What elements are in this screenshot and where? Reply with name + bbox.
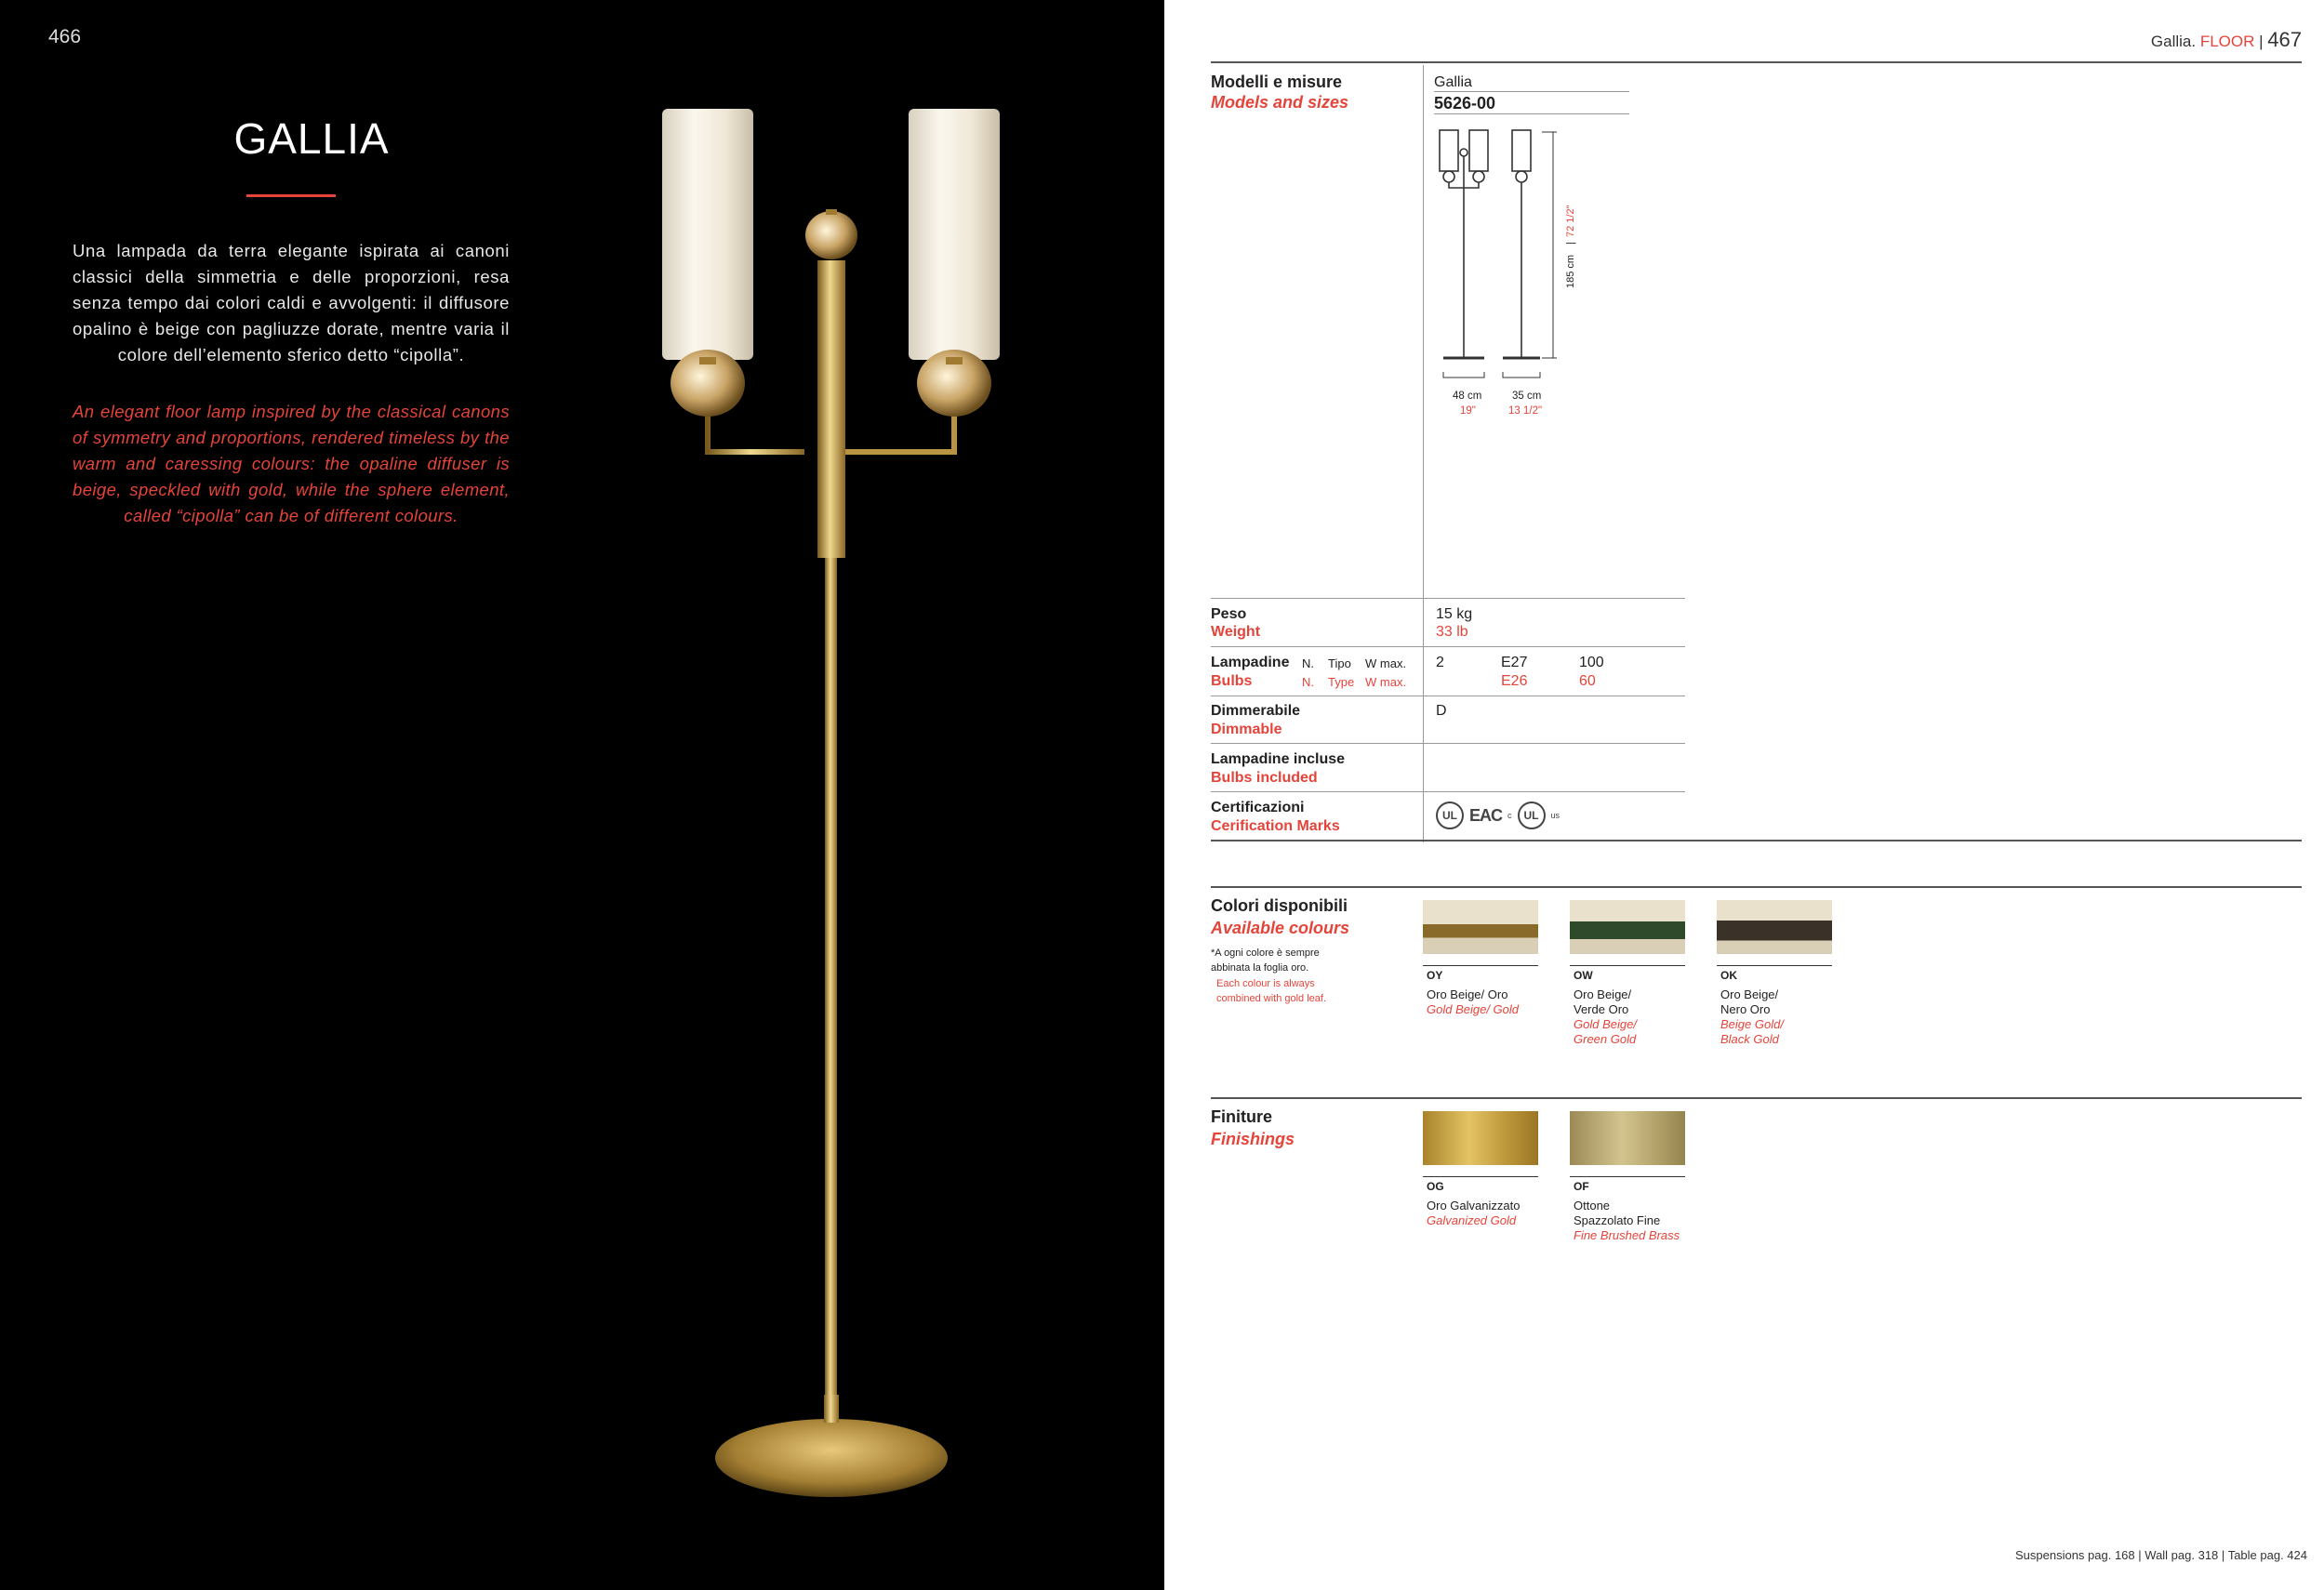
- bulb-type-en: E26: [1501, 673, 1528, 689]
- colour-swatch-oy: [1423, 900, 1538, 954]
- colours-top-rule: [1211, 886, 2302, 888]
- bulb-count: 2: [1436, 655, 1444, 670]
- lamp-photo: [642, 93, 1014, 1506]
- colour-name-it-oy: Oro Beige/ Oro: [1427, 987, 1508, 1001]
- colour-rule-oy: [1423, 965, 1538, 966]
- cert-label-it: Certificazioni: [1211, 800, 1305, 815]
- bulbs-n-it: N.: [1302, 656, 1314, 670]
- model-rule-2: [1434, 113, 1629, 114]
- colour-name-en-1-ow: Gold Beige/: [1574, 1017, 1637, 1031]
- finish-name-it-2-of: Spazzolato Fine: [1574, 1213, 1661, 1227]
- right-page-number: 467: [2267, 28, 2302, 51]
- svg-text:|: |: [1565, 242, 1576, 245]
- cul-us-label: us: [1550, 811, 1560, 820]
- depth-cm: 35 cm: [1512, 391, 1542, 402]
- colour-name-en-2-ok: Black Gold: [1720, 1032, 1779, 1046]
- colour-code-ow: OW: [1574, 969, 1593, 982]
- width-in: 19": [1460, 405, 1476, 417]
- cross-reference-footer: [2015, 1548, 2307, 1562]
- finish-name-en-of: Fine Brushed Brass: [1574, 1228, 1680, 1242]
- header-rule: [1211, 61, 2302, 63]
- width-cm: 48 cm: [1453, 391, 1482, 402]
- footer-sep-2: |: [2221, 1548, 2225, 1562]
- colour-rule-ow: [1570, 965, 1685, 966]
- column-divider: [1423, 65, 1424, 842]
- bulbs-wmax-it: W max.: [1365, 656, 1407, 670]
- colour-name-it-1-ow: Oro Beige/: [1574, 987, 1632, 1001]
- dimmable-label-it: Dimmerabile: [1211, 703, 1301, 719]
- colour-name-it-2-ow: Verde Oro: [1574, 1002, 1629, 1016]
- finish-rule-og: [1423, 1176, 1538, 1177]
- colour-swatch-ok: [1717, 900, 1832, 954]
- spec-rule-3: [1211, 743, 1685, 744]
- spec-rule-4: [1211, 791, 1685, 792]
- spec-rule-0: [1211, 598, 1685, 599]
- category-name: FLOOR: [2199, 33, 2255, 50]
- colours-note-en: Each colour is always combined with gold leaf.: [1216, 978, 1327, 1004]
- model-name: Gallia: [1434, 74, 1472, 90]
- description-english: An elegant floor lamp inspired by the classical canons of symmetry and proportions, rendered timeless by the warm and caressing colours: the opaline diffuser is beige, speckled with gold, while the sphere element, called “cipolla” can be of different colours.: [73, 402, 510, 525]
- finish-code-og: OG: [1427, 1180, 1444, 1193]
- depth-in: 13 1/2": [1508, 405, 1543, 417]
- bulbs-label-en: Bulbs: [1211, 673, 1253, 689]
- left-page-number: 466: [48, 26, 82, 47]
- finish-name-it-1-of: Ottone: [1574, 1199, 1611, 1212]
- colour-swatch-ow: [1570, 900, 1685, 954]
- bulbs-label-it: Lampadine: [1211, 655, 1290, 670]
- cul-mark-icon: UL: [1518, 802, 1546, 829]
- model-rule-1: [1434, 91, 1629, 92]
- colour-code-ok: OK: [1720, 969, 1737, 982]
- colour-code-oy: OY: [1427, 969, 1443, 982]
- models-label-it: Modelli e misure: [1211, 73, 1343, 91]
- finish-code-of: OF: [1574, 1180, 1589, 1193]
- technical-drawing: [1434, 121, 1620, 391]
- colours-label-it: Colori disponibili: [1211, 896, 1348, 915]
- finish-swatch-og: [1423, 1111, 1538, 1165]
- height-in: 72 1/2": [1565, 205, 1576, 237]
- bulbs-type-it: Tipo: [1328, 656, 1351, 670]
- footer-wall: Wall pag. 318: [2145, 1548, 2219, 1562]
- dimmable-label-en: Dimmable: [1211, 722, 1282, 737]
- finish-name-it-og: Oro Galvanizzato: [1427, 1199, 1521, 1212]
- title-underline: [246, 194, 336, 197]
- finish-swatch-of: [1570, 1111, 1685, 1165]
- finish-rule-of: [1570, 1176, 1685, 1177]
- right-page: [1164, 0, 2324, 1590]
- bulb-watt-en: 60: [1579, 673, 1596, 689]
- spec-rule-1: [1211, 646, 1685, 647]
- colour-name-it-2-ok: Nero Oro: [1720, 1002, 1771, 1016]
- bulbs-n-en: N.: [1302, 675, 1314, 689]
- finishes-label-it: Finiture: [1211, 1107, 1272, 1126]
- bulbs-wmax-en: W max.: [1365, 675, 1407, 689]
- cul-c-label: c: [1507, 811, 1512, 820]
- weight-lb: 33 lb: [1436, 624, 1468, 640]
- specs-bottom-rule: [1211, 840, 2302, 841]
- bulb-watt-it: 100: [1579, 655, 1604, 670]
- height-cm: 185 cm: [1565, 254, 1576, 288]
- colour-name-en-2-ow: Green Gold: [1574, 1032, 1637, 1046]
- header-separator: |: [2259, 33, 2264, 50]
- model-code: 5626-00: [1434, 94, 1496, 113]
- dimmable-value: D: [1436, 703, 1447, 719]
- included-label-it: Lampadine incluse: [1211, 751, 1346, 767]
- finish-name-en-og: Galvanized Gold: [1427, 1213, 1517, 1227]
- weight-label-it: Peso: [1211, 606, 1247, 622]
- collection-name: Gallia.: [2150, 33, 2197, 50]
- colour-name-en-1-ok: Beige Gold/: [1720, 1017, 1784, 1031]
- colour-rule-ok: [1717, 965, 1832, 966]
- bulbs-type-en: Type: [1328, 675, 1355, 689]
- description-italian: Una lampada da terra elegante ispirata ai canoni classici della simmetria e delle proporzioni, resa senza tempo dai colori caldi e avvolgenti: il diffusore opalino è beige con pagliuzze dorate, mentre varia il colore dell’elemento sferico detto “cipolla”.: [73, 241, 510, 364]
- weight-kg: 15 kg: [1436, 606, 1473, 622]
- eac-mark-icon: EAC: [1469, 805, 1503, 825]
- ul-mark-icon: UL: [1436, 802, 1464, 829]
- cert-marks: [1436, 802, 1560, 829]
- bulb-type-it: E27: [1501, 655, 1528, 670]
- colours-note-it: *A ogni colore è sempre abbinata la foglia oro.: [1211, 947, 1320, 974]
- weight-label-en: Weight: [1211, 624, 1261, 640]
- finishes-label-en: Finishings: [1211, 1130, 1295, 1148]
- footer-suspensions: Suspensions pag. 168: [2014, 1548, 2135, 1562]
- colour-name-it-1-ok: Oro Beige/: [1720, 987, 1779, 1001]
- page-header: [2151, 28, 2302, 52]
- cert-label-en: Cerification Marks: [1211, 818, 1340, 834]
- models-label-en: Models and sizes: [1211, 93, 1349, 112]
- finishes-top-rule: [1211, 1097, 2302, 1099]
- colour-name-en-oy: Gold Beige/ Gold: [1427, 1002, 1520, 1016]
- footer-table: Table pag. 424: [2227, 1548, 2307, 1562]
- included-label-en: Bulbs included: [1211, 770, 1318, 786]
- colours-label-en: Available colours: [1211, 919, 1350, 937]
- footer-sep-1: |: [2138, 1548, 2142, 1562]
- product-title: GALLIA: [233, 114, 390, 163]
